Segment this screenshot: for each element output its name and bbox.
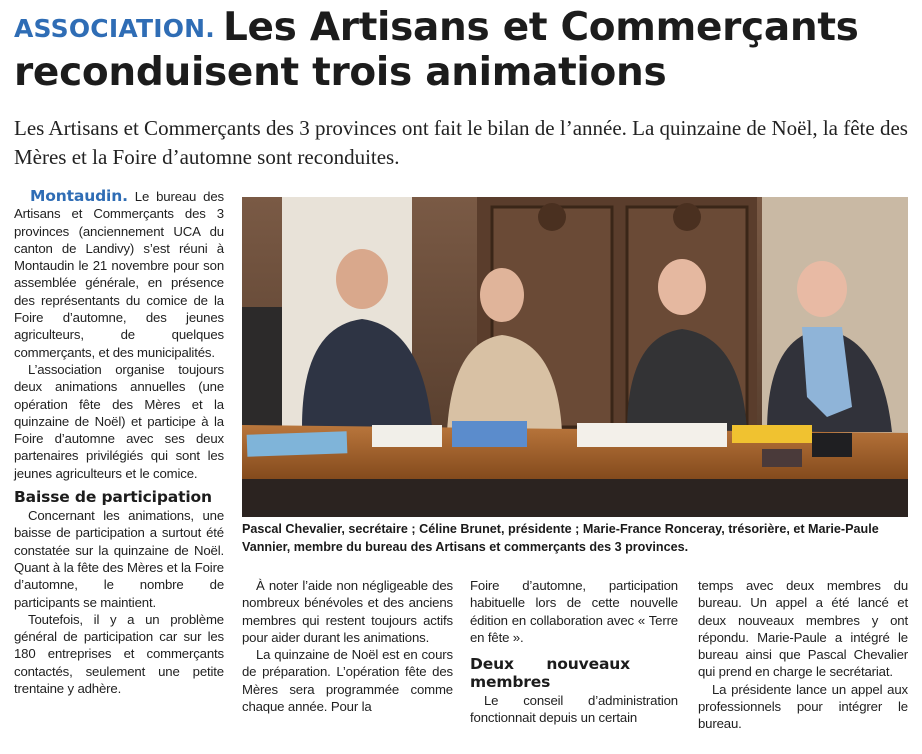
subhead-new-members: Deux nouveaux membres <box>470 655 630 692</box>
paragraph: L’association organise toujours deux animations annuelles (une opération fête des Mères et la quinzaine de Noël) et participe à la Foire d’automne avec ses deux partenaires privilégiés qui sont les jeunes agriculteurs et le comice. <box>14 361 224 481</box>
paragraph: Toutefois, il y a un problème général de participation car sur les 180 entreprises et commerçants contactés, seulement une petite trentaine y adhère. <box>14 611 224 697</box>
paragraph: temps avec deux membres du bureau. Un appel a été lancé et deux nouveaux membres y ont répondu. Marie-Paule a intégré le bureau ainsi que Pascal Chevalier qui prend en charge le secrétariat. <box>698 578 908 680</box>
column-2 <box>242 577 453 715</box>
paragraph: Le conseil d’administration fonctionnait depuis un certain <box>470 693 678 726</box>
photo-caption: Pascal Chevalier, secrétaire ; Céline Brunet, présidente ; Marie-France Ronceray, trésorière, et Marie-Paule Vannier, membre du bureau des Artisans et commerçants des 3 provinces. <box>242 522 879 554</box>
dateline: Montaudin. <box>30 187 128 205</box>
paragraph: La quinzaine de Noël est en cours de préparation. L’opération fête des Mères sera programmée comme chaque année. Pour la <box>242 647 453 715</box>
paragraph: Concernant les animations, une baisse de participation a surtout été constatée sur la quinzaine de Noël. Quant à la fête des Mères et la Foire d’automne, le nombre de participants se maintient. <box>14 508 224 610</box>
group-photo-illustration <box>242 197 908 517</box>
article-standfirst: Les Artisans et Commerçants des 3 provinces ont fait le bilan de l’année. La quinzaine de Noël, la fête des Mères et la Foire d’automne sont reconduites. <box>14 116 908 169</box>
intro-paragraph: Le bureau des Artisans et Commerçants des 3 provinces (anciennement UCA du canton de Landivy) s’est réuni à Montaudin le 21 novembre pour son assemblée générale, en présence des représentants du comice de la Foire d’automne, des jeunes agriculteurs, de quelques commerçants, et des municipalités. <box>14 189 224 360</box>
paragraph: La présidente lance un appel aux professionnels pour intégrer le bureau. <box>698 681 908 732</box>
column-4 <box>698 577 908 733</box>
article-photo <box>242 197 908 517</box>
column-3 <box>470 577 678 727</box>
paragraph: Foire d’automne, participation habituelle lors de cette nouvelle édition en collaboration avec « Terre en fête ». <box>470 578 678 645</box>
subhead-participation: Baisse de participation <box>14 488 212 507</box>
article-kicker: ASSOCIATION. <box>14 14 215 43</box>
article-title: Les Artisans et Commerçants reconduisent trois animations <box>14 5 859 95</box>
article-headline <box>14 6 914 95</box>
column-1 <box>14 188 224 697</box>
paragraph: À noter l’aide non négligeable des nombreux bénévoles et des anciens membres qui restent toujours actifs pour aider durant les animations. <box>242 578 453 645</box>
